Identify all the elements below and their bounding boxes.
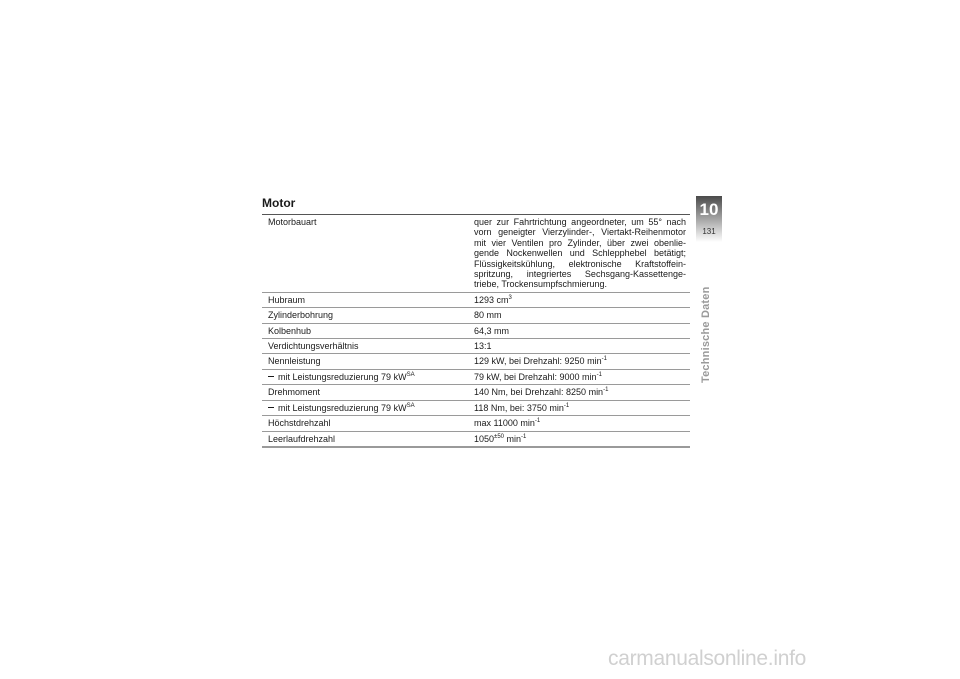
row-label: Motorbauart [268, 217, 317, 227]
row-label: Kolbenhub [268, 325, 312, 336]
section-title: Motor [262, 196, 296, 210]
table-row-verdichtungsverhaeltnis [262, 339, 690, 354]
table-row-drehmoment [262, 385, 690, 400]
value-superscript: 3 [508, 294, 512, 301]
page-number: 131 [702, 227, 716, 236]
label-text: mit Leistungsreduzierung 79 kW [278, 371, 407, 382]
table-row-hubraum [262, 292, 690, 307]
row-label [262, 369, 468, 384]
table-row-hoechstdrehzahl [262, 416, 690, 431]
row-value [468, 400, 690, 415]
table-row-leerlaufdrehzahl [262, 431, 690, 447]
value-superscript: -1 [596, 371, 602, 378]
row-value [468, 431, 690, 447]
value-superscript: ±50 [494, 433, 504, 440]
value-text: 1293 cm [474, 294, 509, 305]
row-label: Hubraum [268, 294, 306, 305]
row-label: Leerlaufdrehzahl [268, 433, 336, 444]
value-superscript: -1 [534, 418, 541, 425]
row-label: Zylinderbohrung [268, 310, 334, 321]
row-label: Höchstdrehzahl [268, 418, 331, 429]
row-value [468, 369, 690, 384]
chapter-label: Technische Daten [700, 286, 712, 383]
row-label [262, 400, 468, 415]
value-text: 129 kW, bei Drehzahl: 9250 min [474, 356, 602, 367]
watermark: carmanualsonline.info [608, 647, 806, 670]
table-row-kolbenhub [262, 323, 690, 338]
dash-icon [268, 407, 274, 408]
label-superscript: SA [406, 402, 415, 409]
value-text: 1050 [474, 433, 495, 444]
motor-spec-table [262, 214, 690, 448]
label-superscript: SA [406, 371, 415, 378]
unit-superscript: -1 [521, 433, 527, 440]
value-text: 118 Nm, bei: 3750 min [474, 402, 564, 413]
row-value [468, 292, 690, 307]
row-label: Nennleistung [268, 356, 321, 367]
row-label: Drehmoment [268, 387, 321, 398]
dash-icon [268, 376, 274, 377]
chapter-tab [696, 196, 722, 242]
row-value: quer zur Fahrtrichtung angeordneter, um 55° nach vorn geneigter Vierzylinder-, Viertakt-Reihenmotor mit vier Ventilen pro Zylinder, über zwei obenlie-gende Nockenwellen und Schlepphebel betätigt; Flüssigkeitskühlung, elektronische Kraftstoffein-spritzung, integriertes Sechsgang-Kassettenge-triebe, Trockensumpfschmierung. [474, 217, 686, 290]
label-text: mit Leistungsreduzierung 79 kW [278, 402, 407, 413]
row-label: Verdichtungsverhältnis [268, 341, 359, 352]
row-value: 64,3 mm [474, 325, 510, 336]
row-value: 13:1 [474, 341, 492, 352]
chapter-number: 10 [699, 200, 719, 219]
row-value [468, 354, 690, 369]
row-value [468, 385, 690, 400]
row-value [468, 416, 690, 431]
table-row-zylinderbohrung [262, 308, 690, 323]
value-text: 79 kW, bei Drehzahl: 9000 min [474, 371, 597, 382]
table-row-motorbauart [262, 215, 690, 293]
value-text: max 11000 min [474, 418, 535, 429]
value-text: 140 Nm, bei Drehzahl: 8250 min [474, 387, 604, 398]
row-value: 80 mm [474, 310, 502, 321]
table-row-nennleistung [262, 354, 690, 369]
value-superscript: -1 [603, 387, 609, 394]
table-row-drehmoment-reduziert [262, 400, 690, 415]
table-row-nennleistung-reduziert [262, 369, 690, 384]
value-superscript: -1 [563, 402, 570, 409]
value-unit: min [504, 433, 522, 444]
value-superscript: -1 [601, 356, 607, 363]
